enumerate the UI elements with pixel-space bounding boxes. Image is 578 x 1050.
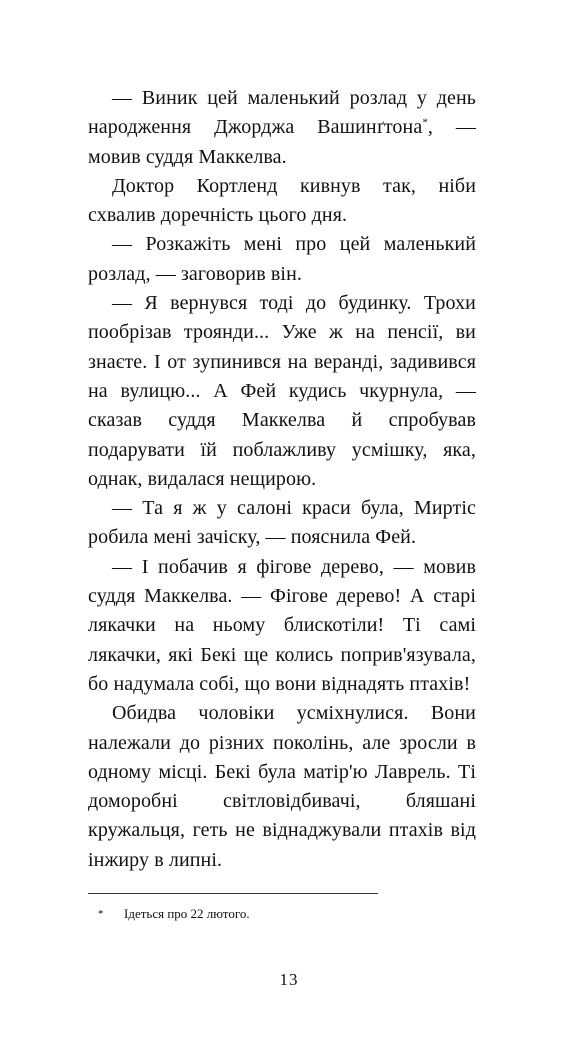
footnote-marker: * [98,908,104,920]
paragraph: — Розкажіть мені про цей маленький розлад, — заговорив він. [88,233,476,285]
footnote-reference: * [422,116,428,129]
paragraph: — Та я ж у салоні краси була, Миртіс робила мені зачіску, — пояснила Фей. [88,497,476,549]
paragraph: Обидва чоловіки усміхнулися. Вони належали до різних поколінь, але зросли в одному місці. Бекі була матір'ю Лаврель. Ті доморобні світловідбивачі, бляшані кружальця, геть не віднаджували птахів від інжиру в липні. [88,702,476,871]
paragraph: — І побачив я фігове дерево, — мовив суддя Маккелва. — Фігове дерево! А старі лякачки на ньому блискотіли! Ті самі лякачки, які Бекі ще колись поприв'язувала, бо надумала собі, що вони віднадять птахів! [88,555,476,695]
page-number: 13 [279,970,299,989]
footnote [98,905,250,923]
paragraph: — Виник цей маленький розлад у день народження Джорджа Вашинґтона*, — мовив суддя Маккелва. [88,87,476,168]
body-text [88,84,476,875]
paragraph: — Я вернувся тоді до будинку. Трохи пообрізав троянди... Уже ж на пенсії, ви знаєте. І от зупинився на веранді, задивився на вулицю... А Фей кудись чкурнула, — сказав суддя Маккелва й спробував подарувати їй поблажливу усмішку, яка, однак, видалася нещирою. [88,292,476,490]
footnote-text: Ідеться про 22 лютого. [124,906,250,921]
paragraph: Доктор Кортленд кивнув так, ніби схвалив доречність цього дня. [88,174,476,227]
footnote-divider [88,893,378,894]
